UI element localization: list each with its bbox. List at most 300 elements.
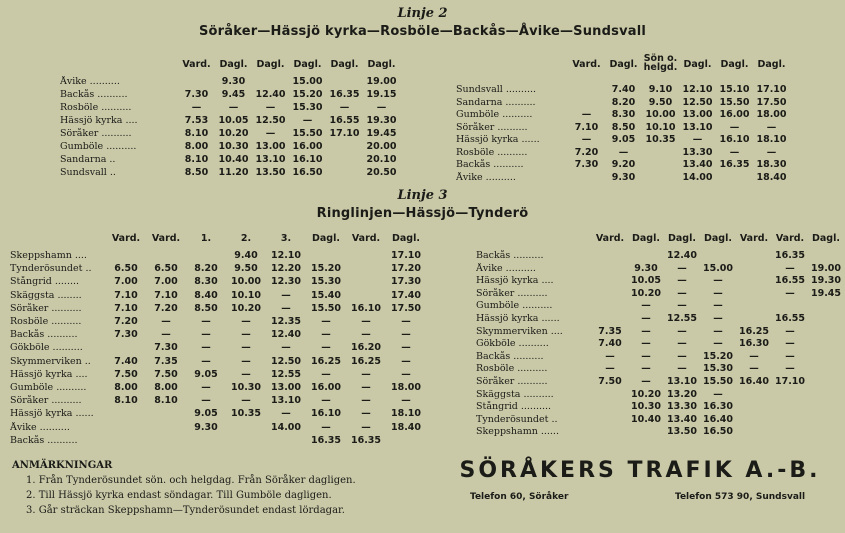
departure-time: 10.05: [630, 275, 662, 287]
departure-time: —: [692, 134, 703, 145]
stop-name: Söråker ..........: [10, 302, 82, 314]
departure-time: —: [785, 363, 795, 375]
departure-time: 15.30: [310, 276, 342, 288]
departure-time: —: [641, 350, 651, 362]
departure-time: 8.00: [114, 382, 138, 393]
departure-time: 12.50: [255, 115, 286, 126]
stop-name: Åvike ..........: [476, 262, 536, 274]
departure-time: —: [361, 421, 371, 433]
departure-time: —: [281, 289, 291, 301]
departure-time: 10.00: [645, 109, 676, 120]
departure-time: 18.10: [390, 408, 422, 420]
departure-time: 10.40: [218, 154, 249, 165]
departure-time: —: [321, 395, 331, 407]
note-3: 3. Går sträckan Skeppshamn—Tynderösundet endast lördagar.: [26, 505, 345, 516]
column-header: Dagl.: [812, 233, 840, 244]
departure-time: 16.35: [719, 159, 750, 170]
departure-time: 13.40: [682, 159, 713, 170]
departure-time: —: [729, 121, 740, 133]
departure-time: 18.40: [390, 421, 422, 433]
departure-time: —: [641, 300, 651, 312]
departure-time: 7.53: [184, 115, 209, 126]
departure-time: 15.50: [719, 96, 750, 108]
departure-time: 12.10: [682, 84, 713, 95]
departure-time: 18.30: [756, 159, 787, 170]
departure-time: 7.30: [114, 329, 138, 341]
departure-time: 7.50: [598, 376, 622, 387]
stop-name: Rosböle ..........: [10, 316, 82, 327]
departure-time: —: [339, 102, 350, 113]
departure-time: —: [677, 338, 687, 350]
departure-time: 8.40: [194, 289, 218, 301]
departure-time: 13.00: [270, 382, 302, 393]
departure-time: 8.50: [184, 167, 209, 178]
departure-time: —: [677, 262, 687, 274]
departure-time: 9.05: [194, 368, 218, 380]
stop-name: Backås ..........: [476, 350, 544, 362]
departure-time: 17.10: [756, 84, 787, 95]
column-header: Dagl.: [704, 233, 732, 244]
departure-time: 7.35: [154, 355, 178, 367]
departure-time: —: [361, 368, 371, 380]
departure-time: 16.35: [329, 89, 360, 100]
stop-name: Rosböle ..........: [456, 146, 528, 158]
departure-time: —: [713, 388, 723, 400]
departure-time: 15.30: [702, 363, 734, 375]
departure-time: —: [321, 421, 331, 433]
linje3-left-table: [10, 232, 430, 452]
departure-time: —: [785, 262, 795, 274]
column-header: Vard.: [351, 233, 381, 244]
column-header: Dagl.: [609, 59, 638, 70]
stop-name: Sundsvall ..: [60, 167, 116, 178]
stop-name: Sundsvall ..........: [456, 84, 537, 95]
departure-time: 16.10: [310, 408, 342, 420]
departure-time: 10.20: [630, 287, 662, 299]
departure-time: 9.30: [194, 421, 218, 433]
column-header: Dagl.: [256, 59, 285, 70]
departure-time: 16.35: [350, 434, 382, 446]
departure-time: —: [161, 329, 171, 341]
departure-time: 12.50: [682, 96, 713, 108]
departure-time: —: [361, 382, 371, 393]
departure-time: 9.20: [611, 159, 636, 170]
column-header: 3.: [280, 233, 292, 244]
departure-time: 16.40: [738, 376, 770, 387]
departure-time: 16.25: [738, 325, 770, 337]
stop-name: Tynderösundet ..: [476, 413, 558, 425]
departure-time: 13.20: [666, 388, 698, 400]
departure-time: 10.30: [218, 141, 249, 152]
departure-time: 14.00: [682, 171, 713, 183]
stop-name: Gumböle ..........: [10, 382, 87, 393]
column-header: Vard.: [775, 233, 805, 244]
departure-time: —: [713, 325, 723, 337]
column-header: 2.: [240, 233, 252, 244]
departure-time: 18.10: [756, 134, 787, 145]
departure-time: —: [241, 329, 251, 341]
departure-time: 15.10: [719, 84, 750, 95]
departure-time: 16.50: [702, 426, 734, 438]
departure-time: 18.40: [756, 171, 787, 183]
linje3-route: Ringlinjen—Hässjö—Tynderö: [316, 206, 529, 221]
departure-time: —: [361, 395, 371, 407]
column-header: Dagl.: [330, 59, 359, 70]
linje2-right-table: [456, 53, 836, 188]
departure-time: 10.00: [230, 276, 262, 288]
departure-time: —: [361, 329, 371, 341]
departure-time: —: [201, 329, 211, 341]
departure-time: 16.25: [350, 355, 382, 367]
departure-time: 9.45: [221, 89, 246, 100]
stop-name: Backås ..........: [476, 250, 544, 261]
column-header: Vard.: [572, 59, 601, 70]
departure-time: 17.10: [774, 376, 806, 387]
departure-time: 13.00: [682, 109, 713, 120]
column-header: Dagl.: [668, 233, 696, 244]
linje2-left-table: [60, 58, 420, 188]
departure-time: —: [677, 300, 687, 312]
departure-time: 7.10: [114, 302, 138, 314]
departure-time: 9.05: [194, 408, 218, 420]
departure-time: —: [201, 316, 211, 327]
stop-name: Åvike ..........: [10, 421, 70, 433]
departure-time: 7.00: [154, 276, 178, 288]
column-header: Vard.: [182, 59, 211, 70]
stop-name: Sandarna ..........: [456, 96, 536, 108]
departure-time: —: [376, 102, 387, 113]
stop-name: Rosböle ..........: [476, 363, 548, 375]
departure-time: 13.40: [666, 413, 698, 425]
departure-time: 10.35: [230, 408, 262, 420]
column-header: Dagl.: [312, 233, 340, 244]
stop-name: Stångrid ........: [10, 276, 80, 288]
departure-time: 16.25: [310, 355, 342, 367]
departure-time: 8.10: [184, 154, 209, 165]
departure-time: 16.55: [774, 313, 806, 324]
departure-time: —: [191, 102, 202, 113]
departure-time: 12.35: [270, 316, 302, 327]
departure-time: 16.10: [350, 302, 382, 314]
departure-time: 17.20: [390, 263, 422, 275]
departure-time: 12.50: [270, 355, 302, 367]
departure-time: 15.40: [310, 289, 342, 301]
departure-time: 7.00: [114, 276, 138, 288]
stop-name: Backås ..........: [10, 434, 78, 446]
departure-time: —: [265, 128, 276, 139]
stop-name: Söråker ..........: [456, 121, 528, 133]
departure-time: —: [401, 368, 411, 380]
stop-name: Söråker ..........: [476, 376, 548, 387]
departure-time: —: [401, 316, 411, 327]
departure-time: —: [241, 395, 251, 407]
departure-time: 8.20: [194, 263, 218, 275]
column-header: Dagl.: [757, 59, 786, 70]
linje2-route: Söråker—Hässjö kyrka—Rosböle—Backås—Åvike—Sundsvall: [198, 24, 647, 39]
departure-time: —: [401, 329, 411, 341]
departure-time: 18.00: [390, 382, 422, 393]
departure-time: —: [201, 382, 211, 393]
departure-time: 10.35: [645, 134, 676, 145]
column-header: Dagl.: [632, 233, 660, 244]
stop-name: Gumböle ..........: [60, 141, 137, 152]
departure-time: —: [766, 146, 777, 158]
departure-time: —: [361, 408, 371, 420]
departure-time: —: [749, 363, 759, 375]
departure-time: —: [618, 146, 629, 158]
column-header: Vard.: [151, 233, 181, 244]
departure-time: 9.30: [221, 76, 246, 87]
departure-time: 6.50: [114, 263, 138, 275]
stop-name: Gökböle ..........: [476, 338, 549, 350]
departure-time: 10.20: [218, 128, 249, 139]
departure-time: 7.50: [114, 368, 138, 380]
departure-time: —: [677, 287, 687, 299]
departure-time: 16.40: [702, 413, 734, 425]
departure-time: 9.50: [648, 96, 673, 108]
departure-time: 16.00: [292, 141, 323, 152]
departure-time: 19.30: [366, 115, 397, 126]
stop-name: Skymmerviken ....: [476, 325, 563, 337]
departure-time: —: [161, 316, 171, 327]
departure-time: —: [265, 102, 276, 113]
departure-time: 14.00: [270, 421, 302, 433]
departure-time: —: [677, 350, 687, 362]
phone-soraker: Telefon 60, Söråker: [470, 492, 569, 502]
departure-time: —: [713, 313, 723, 324]
departure-time: 16.20: [350, 342, 382, 354]
departure-time: —: [321, 342, 331, 354]
departure-time: 16.50: [292, 167, 323, 178]
departure-time: —: [401, 395, 411, 407]
departure-time: —: [401, 342, 411, 354]
departure-time: 17.40: [390, 289, 422, 301]
phone-sundsvall: Telefon 573 90, Sundsvall: [675, 492, 806, 502]
departure-time: 7.20: [154, 302, 178, 314]
departure-time: 12.30: [270, 276, 302, 288]
departure-time: 8.50: [194, 302, 218, 314]
departure-time: 12.55: [666, 313, 698, 324]
departure-time: 13.10: [270, 395, 302, 407]
departure-time: —: [641, 325, 651, 337]
departure-time: 15.50: [702, 376, 734, 387]
departure-time: 15.00: [702, 262, 734, 274]
departure-time: 7.10: [154, 289, 178, 301]
departure-time: 8.20: [611, 96, 636, 108]
column-header: Dagl.: [293, 59, 322, 70]
departure-time: 13.30: [682, 146, 713, 158]
column-header: Sön o. helgd.: [643, 53, 678, 73]
departure-time: —: [713, 287, 723, 299]
column-header: Dagl.: [219, 59, 248, 70]
departure-time: 19.15: [366, 89, 397, 100]
departure-time: 15.20: [292, 89, 323, 100]
departure-time: —: [361, 316, 371, 327]
departure-time: 12.20: [270, 263, 302, 275]
departure-time: 7.40: [114, 355, 138, 367]
linje2-heading: Linje 2: [397, 6, 448, 21]
departure-time: —: [321, 329, 331, 341]
departure-time: 7.20: [114, 316, 138, 327]
departure-time: —: [713, 300, 723, 312]
departure-time: 16.35: [310, 434, 342, 446]
stop-name: Hässjö kyrka ......: [10, 408, 94, 420]
departure-time: 16.55: [774, 275, 806, 287]
departure-time: —: [729, 146, 740, 158]
departure-time: 7.40: [611, 84, 636, 95]
departure-time: 8.10: [154, 395, 178, 407]
departure-time: 16.10: [292, 154, 323, 165]
departure-time: 15.20: [310, 263, 342, 275]
column-header: 1.: [200, 233, 212, 244]
departure-time: —: [241, 355, 251, 367]
departure-time: 15.00: [292, 76, 323, 87]
departure-time: 9.50: [234, 263, 258, 275]
departure-time: 9.10: [648, 84, 673, 95]
notes-title: ANMÄRKNINGAR: [12, 460, 113, 471]
departure-time: —: [228, 102, 239, 113]
departure-time: 17.50: [390, 302, 422, 314]
column-header: Dagl.: [367, 59, 396, 70]
departure-time: 19.45: [810, 287, 842, 299]
stop-name: Skeppshamn ....: [10, 250, 87, 261]
stop-name: Gumböle ..........: [476, 300, 553, 312]
departure-time: —: [677, 275, 687, 287]
departure-time: 17.50: [756, 96, 787, 108]
departure-time: 13.10: [682, 121, 713, 133]
departure-time: 9.30: [611, 171, 636, 183]
departure-time: 9.30: [634, 262, 658, 274]
departure-time: 18.00: [756, 109, 787, 120]
column-header: Vard.: [111, 233, 141, 244]
linje3-right-table: [476, 232, 841, 452]
departure-time: 15.50: [310, 302, 342, 314]
departure-time: 16.30: [738, 338, 770, 350]
departure-time: 12.55: [270, 368, 302, 380]
departure-time: 7.10: [114, 289, 138, 301]
departure-time: 12.40: [255, 89, 286, 100]
departure-time: —: [766, 121, 777, 133]
stop-name: Hässjö kyrka ....: [60, 115, 138, 126]
departure-time: 7.40: [598, 338, 622, 350]
departure-time: —: [401, 355, 411, 367]
departure-time: —: [321, 316, 331, 327]
departure-time: 13.10: [255, 154, 286, 165]
departure-time: 7.30: [184, 89, 209, 100]
departure-time: —: [605, 350, 615, 362]
departure-time: —: [785, 350, 795, 362]
departure-time: —: [677, 363, 687, 375]
departure-time: —: [281, 342, 291, 354]
departure-time: 8.10: [114, 395, 138, 407]
stop-name: Skäggsta ........: [10, 289, 82, 301]
column-header: Vard.: [595, 233, 625, 244]
departure-time: 15.20: [702, 350, 734, 362]
stop-name: Åvike ..........: [60, 76, 120, 87]
column-header: Dagl.: [392, 233, 420, 244]
departure-time: —: [641, 376, 651, 387]
departure-time: —: [581, 134, 592, 145]
departure-time: 10.10: [230, 289, 262, 301]
stop-name: Hässjö kyrka ......: [476, 313, 560, 324]
departure-time: 17.10: [390, 250, 422, 261]
departure-time: 8.00: [184, 141, 209, 152]
column-header: Dagl.: [720, 59, 749, 70]
departure-time: 20.10: [366, 154, 397, 165]
departure-time: —: [641, 313, 651, 324]
departure-time: —: [749, 350, 759, 362]
departure-time: 8.00: [154, 382, 178, 393]
departure-time: 9.05: [611, 134, 636, 145]
departure-time: 20.50: [366, 167, 397, 178]
departure-time: —: [713, 338, 723, 350]
departure-time: 10.05: [218, 115, 249, 126]
departure-time: 7.30: [154, 342, 178, 354]
departure-time: 8.10: [184, 128, 209, 139]
stop-name: Skeppshamn ......: [476, 426, 559, 438]
departure-time: 11.20: [218, 167, 249, 178]
stop-name: Hässjö kyrka ......: [456, 134, 540, 145]
stop-name: Gökböle ..........: [10, 342, 83, 354]
departure-time: 6.50: [154, 263, 178, 275]
departure-time: 13.30: [666, 401, 698, 413]
departure-time: —: [641, 363, 651, 375]
departure-time: 10.30: [630, 401, 662, 413]
departure-time: 16.00: [310, 382, 342, 393]
departure-time: 10.40: [630, 413, 662, 425]
stop-name: Hässjö kyrka ....: [10, 368, 88, 380]
departure-time: —: [201, 395, 211, 407]
departure-time: 8.30: [611, 109, 636, 120]
departure-time: 16.10: [719, 134, 750, 145]
note-2: 2. Till Hässjö kyrka endast söndagar. Till Gumböle dagligen.: [26, 490, 332, 501]
departure-time: —: [241, 316, 251, 327]
departure-time: 16.00: [719, 109, 750, 120]
departure-time: 10.20: [230, 302, 262, 314]
departure-time: —: [281, 302, 291, 314]
departure-time: —: [281, 408, 291, 420]
departure-time: 12.40: [666, 250, 698, 261]
departure-time: —: [201, 342, 211, 354]
departure-time: 10.30: [230, 382, 262, 393]
departure-time: —: [641, 338, 651, 350]
departure-time: 9.40: [234, 250, 258, 261]
departure-time: 16.55: [329, 115, 360, 126]
departure-time: —: [581, 109, 592, 120]
column-header: Dagl.: [683, 59, 712, 70]
departure-time: 7.50: [154, 368, 178, 380]
departure-time: —: [201, 355, 211, 367]
departure-time: 8.30: [194, 276, 218, 288]
stop-name: Backås ..........: [456, 159, 524, 170]
departure-time: 13.00: [255, 141, 286, 152]
departure-time: 15.50: [292, 128, 323, 139]
column-header: Vard.: [739, 233, 769, 244]
stop-name: Stångrid ..........: [476, 401, 552, 413]
stop-name: Backås ..........: [60, 89, 128, 100]
stop-name: Hässjö kyrka ....: [476, 275, 554, 287]
departure-time: 7.10: [574, 121, 599, 133]
stop-name: Gumböle ..........: [456, 109, 533, 120]
linje3-heading: Linje 3: [397, 188, 448, 203]
departure-time: 13.50: [255, 167, 286, 178]
departure-time: —: [605, 363, 615, 375]
company-name: SÖRÅKERS TRAFIK A.-B.: [459, 458, 821, 483]
notes: [12, 458, 356, 518]
departure-time: 19.00: [366, 76, 397, 87]
stop-name: Skymmerviken ..: [10, 355, 91, 367]
departure-time: 19.45: [366, 128, 397, 139]
